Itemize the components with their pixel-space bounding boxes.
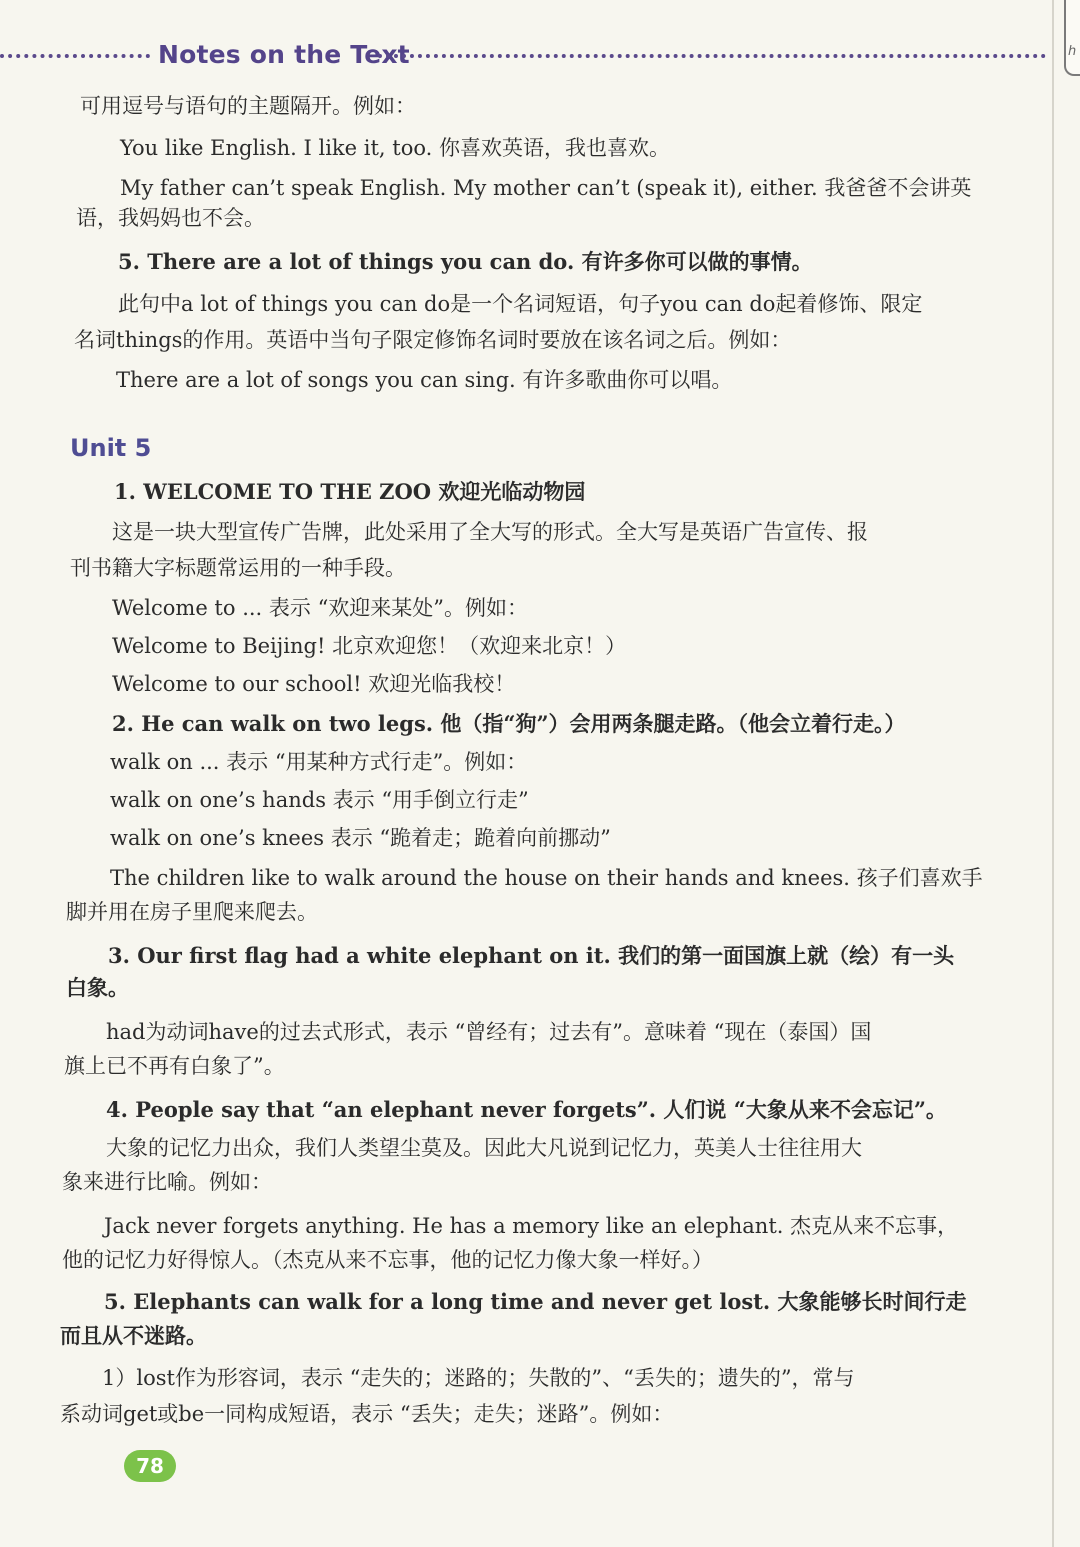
example-line: walk on one’s hands 表示 “用手倒立行走” bbox=[110, 788, 529, 812]
note-heading-cont: 而且从不迷路。 bbox=[60, 1323, 207, 1348]
text-line: 系动词get或be一同构成短语，表示 “丢失；走失；迷路”。例如： bbox=[60, 1402, 674, 1426]
example-line: Jack never forgets anything. He has a memory like an elephant. 杰克从来不忘事， bbox=[104, 1214, 959, 1238]
example-line: walk on one’s knees 表示 “跪着走；跪着向前挪动” bbox=[110, 826, 611, 850]
text-line: 旗上已不再有白象了”。 bbox=[64, 1054, 285, 1078]
page-edge-tab bbox=[1064, 0, 1080, 76]
example-line: Welcome to Beijing! 北京欢迎您！（欢迎来北京！） bbox=[112, 634, 627, 658]
header-dots-right bbox=[378, 54, 1046, 58]
example-line-cont: 语，我妈妈也不会。 bbox=[76, 206, 265, 230]
note-heading: 2. He can walk on two legs. 他（指“狗”）会用两条腿走路。（他会立着行走。） bbox=[112, 711, 906, 736]
note-heading-cont: 白象。 bbox=[66, 975, 129, 1000]
page-number-badge: 78 bbox=[124, 1450, 176, 1482]
text-line: 大象的记忆力出众，我们人类望尘莫及。因此大凡说到记忆力，英美人士往往用大 bbox=[106, 1136, 862, 1160]
section-header bbox=[0, 40, 1060, 72]
text-line: 名词things的作用。英语中当句子限定修饰名词时要放在该名词之后。例如： bbox=[74, 328, 792, 352]
note-heading: 1. WELCOME TO THE ZOO 欢迎光临动物园 bbox=[114, 479, 586, 504]
text-line: 1）lost作为形容词，表示 “走失的；迷路的；失散的”、“丢失的；遗失的”，常与 bbox=[102, 1366, 855, 1390]
text-line: 象来进行比喻。例如： bbox=[62, 1170, 272, 1194]
text-line: 可用逗号与语句的主题隔开。例如： bbox=[80, 94, 416, 118]
note-heading: 5. There are a lot of things you can do. 有许多你可以做的事情。 bbox=[118, 249, 813, 274]
example-line: There are a lot of songs you can sing. 有许多歌曲你可以唱。 bbox=[116, 368, 733, 392]
note-heading: 5. Elephants can walk for a long time and never get lost. 大象能够长时间行走 bbox=[104, 1289, 967, 1314]
text-line: walk on ... 表示 “用某种方式行走”。例如： bbox=[110, 750, 528, 774]
example-line: You like English. I like it, too. 你喜欢英语，我也喜欢。 bbox=[120, 136, 670, 160]
header-dots-left bbox=[0, 54, 150, 58]
text-line: 此句中a lot of things you can do是一个名词短语，句子you can do起着修饰、限定 bbox=[118, 292, 923, 316]
unit-heading: Unit 5 bbox=[70, 434, 152, 462]
text-line: Welcome to ... 表示 “欢迎来某处”。例如： bbox=[112, 596, 529, 620]
note-heading: 4. People say that “an elephant never forgets”. 人们说 “大象从来不会忘记”。 bbox=[106, 1097, 947, 1122]
text-line: had为动词have的过去式形式，表示 “曾经有；过去有”。意味着 “现在（泰国）国 bbox=[106, 1020, 872, 1044]
page-edge bbox=[1052, 0, 1054, 1547]
note-heading: 3. Our first flag had a white elephant on it. 我们的第一面国旗上就（绘）有一头 bbox=[108, 943, 955, 968]
example-line: My father can’t speak English. My mother can’t (speak it), either. 我爸爸不会讲英 bbox=[120, 176, 972, 200]
example-line: Welcome to our school! 欢迎光临我校！ bbox=[112, 672, 516, 696]
example-line-cont: 他的记忆力好得惊人。（杰克从来不忘事，他的记忆力像大象一样好。） bbox=[62, 1248, 713, 1272]
example-line-cont: 脚并用在房子里爬来爬去。 bbox=[66, 900, 318, 924]
section-title: Notes on the Text bbox=[158, 40, 410, 69]
text-line: 刊书籍大字标题常运用的一种手段。 bbox=[70, 556, 406, 580]
example-line: The children like to walk around the house on their hands and knees. 孩子们喜欢手 bbox=[110, 866, 983, 890]
text-line: 这是一块大型宣传广告牌，此处采用了全大写的形式。全大写是英语广告宣传、报 bbox=[112, 520, 868, 544]
edge-tab-letter: h bbox=[1068, 44, 1077, 59]
